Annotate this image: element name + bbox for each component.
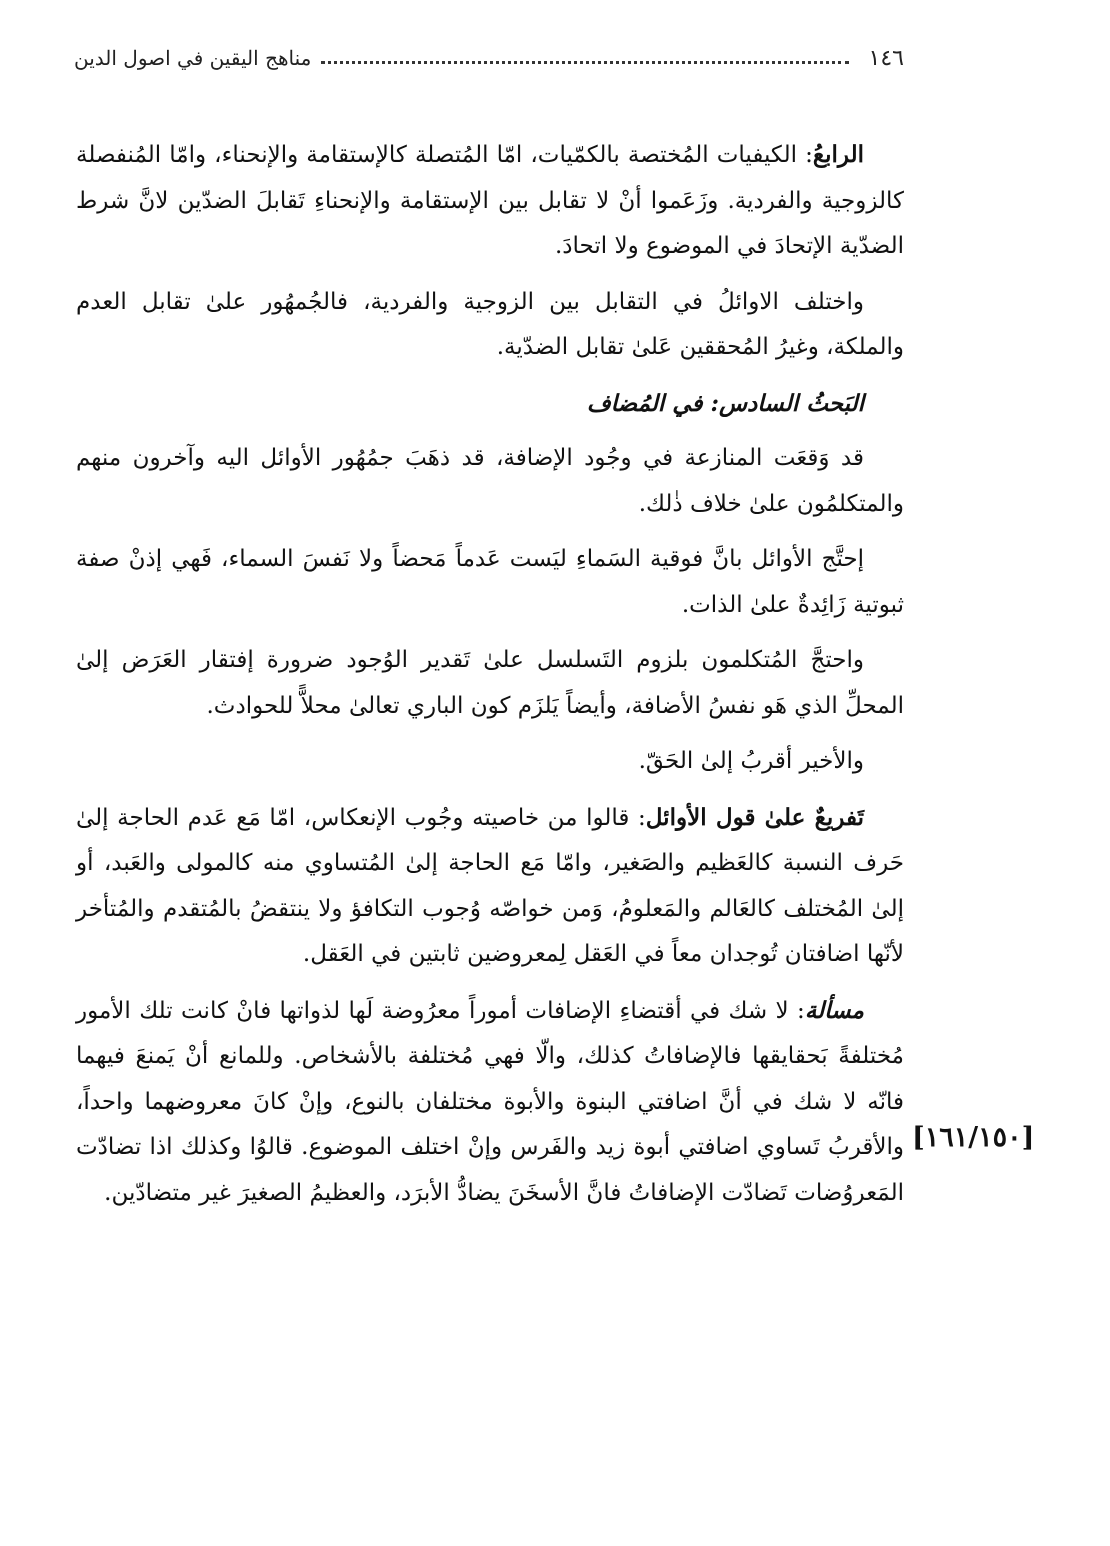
paragraph: [76, 988, 904, 1217]
paragraph: [76, 739, 904, 785]
page-header: [74, 38, 904, 78]
running-title: مناهج اليقين في اصول الدين: [74, 46, 312, 70]
paragraph-text: : لا شك في أقتضاءِ الإضافات أموراً معرُوضة لَها لذواتها فانْ كانت تلك الأمور مُختلفةً بَحقايقها فالإضافاتُ كذلك، والّا فهي مُختلفة بالأشخاص. وللمانع أنْ يَمنعَ فيهما فانّه لا شك في أنَّ اضافتي البنوة والأبوة مختلفان بالنوع، وإنْ كانَ معروضهما واحداً، والأقربُ تَساوي اضافتي أبوة زيد والفَرس وإنْ اختلف الموضوع. قالوُا وكذلك اذا تضادّت المَعروُضات تَضادّت الإضافاتُ فانَّ الأسخَنَ يضادُّ الأبرَد، والعظيمُ الصغيرَ غير متضادّين.: [76, 997, 904, 1206]
paragraph-lead: مسألة: [804, 996, 864, 1024]
paragraph-text: : الكيفيات المُختصة بالكمّيات، امّا المُتصلة كالإستقامة والإنحناء، وامّا المُنفصلة كالزوجية والفردية. وزَعَموا أنْ لا تقابل بين الإستقامة والإنحناءِ تَقابلَ الضدّين لانَّ شرط الضدّية الإتحادَ في الموضوع ولا اتحادَ.: [76, 142, 904, 259]
paragraph: [76, 537, 904, 628]
paragraph-text: واختلف الاوائلُ في التقابل بين الزوجية والفردية، فالجُمهُور علىٰ تقابل العدم والملكة، وغيرُ المُحققين عَلىٰ تقابل الضدّية.: [76, 288, 904, 360]
paragraph-text: والأخير أقربُ إلىٰ الحَقّ.: [638, 748, 864, 774]
page-number: ١٤٦: [868, 45, 904, 71]
paragraph: [76, 132, 904, 270]
paragraph: [76, 638, 904, 729]
paragraph: [76, 795, 904, 978]
paragraph-text: قد وَقعَت المنازعة في وجُود الإضافة، قد ذهَبَ جمُهُور الأوائل اليه وآخرون منهم والمتكلمُون علىٰ خلاف ذٰلك.: [76, 445, 904, 517]
paragraph-lead: الرابعُ: [812, 141, 864, 168]
margin-reference: [١٦١/١٥٠]: [912, 1122, 1035, 1153]
paragraph-text: : قالوا من خاصيته وجُوب الإنعكاس، امّا مَع عَدم الحاجة إلىٰ حَرف النسبة كالعَظيم والصَغير، وامّا مَع الحاجة إلىٰ المُتساوي منه كالمولى والعَبد، أو إلىٰ المُختلف كالعَالم والمَعلومُ، وَمن خواصّه وُجوب التكافؤ ولا ينتقضُ بالمُتقدم والمُتأخر لأنّها اضافتان تُوجدان معاً في العَقل لِمعروضين ثابتين في العَقل.: [76, 804, 904, 967]
paragraph-text: إحتَّج الأوائل بانَّ فوقية السَماءِ ليَست عَدماً مَحضاً ولا نَفسَ السماء، فَهي إذنْ صفة ثبوتية زَائِدةٌ علىٰ الذات.: [76, 546, 904, 618]
paragraph: [76, 280, 904, 371]
paragraph: [76, 436, 904, 527]
header-dotted-leader: [321, 61, 848, 64]
paragraph-lead: تَفريعٌ علىٰ قول الأوائل: [645, 803, 864, 831]
main-text: [76, 132, 904, 1226]
paragraph-text: واحتجَّ المُتكلمون بلزوم التَسلسل علىٰ تَقدير الوُجود ضرورة إفتقار العَرَض إلىٰ المحلِّ الذي هَو نفسُ الأضافة، وأيضاً يَلزَم كون الباري تعالىٰ محلاًّ للحوادث.: [76, 647, 904, 719]
section-heading: البَحثُ السادس: في المُضاف: [586, 389, 864, 417]
